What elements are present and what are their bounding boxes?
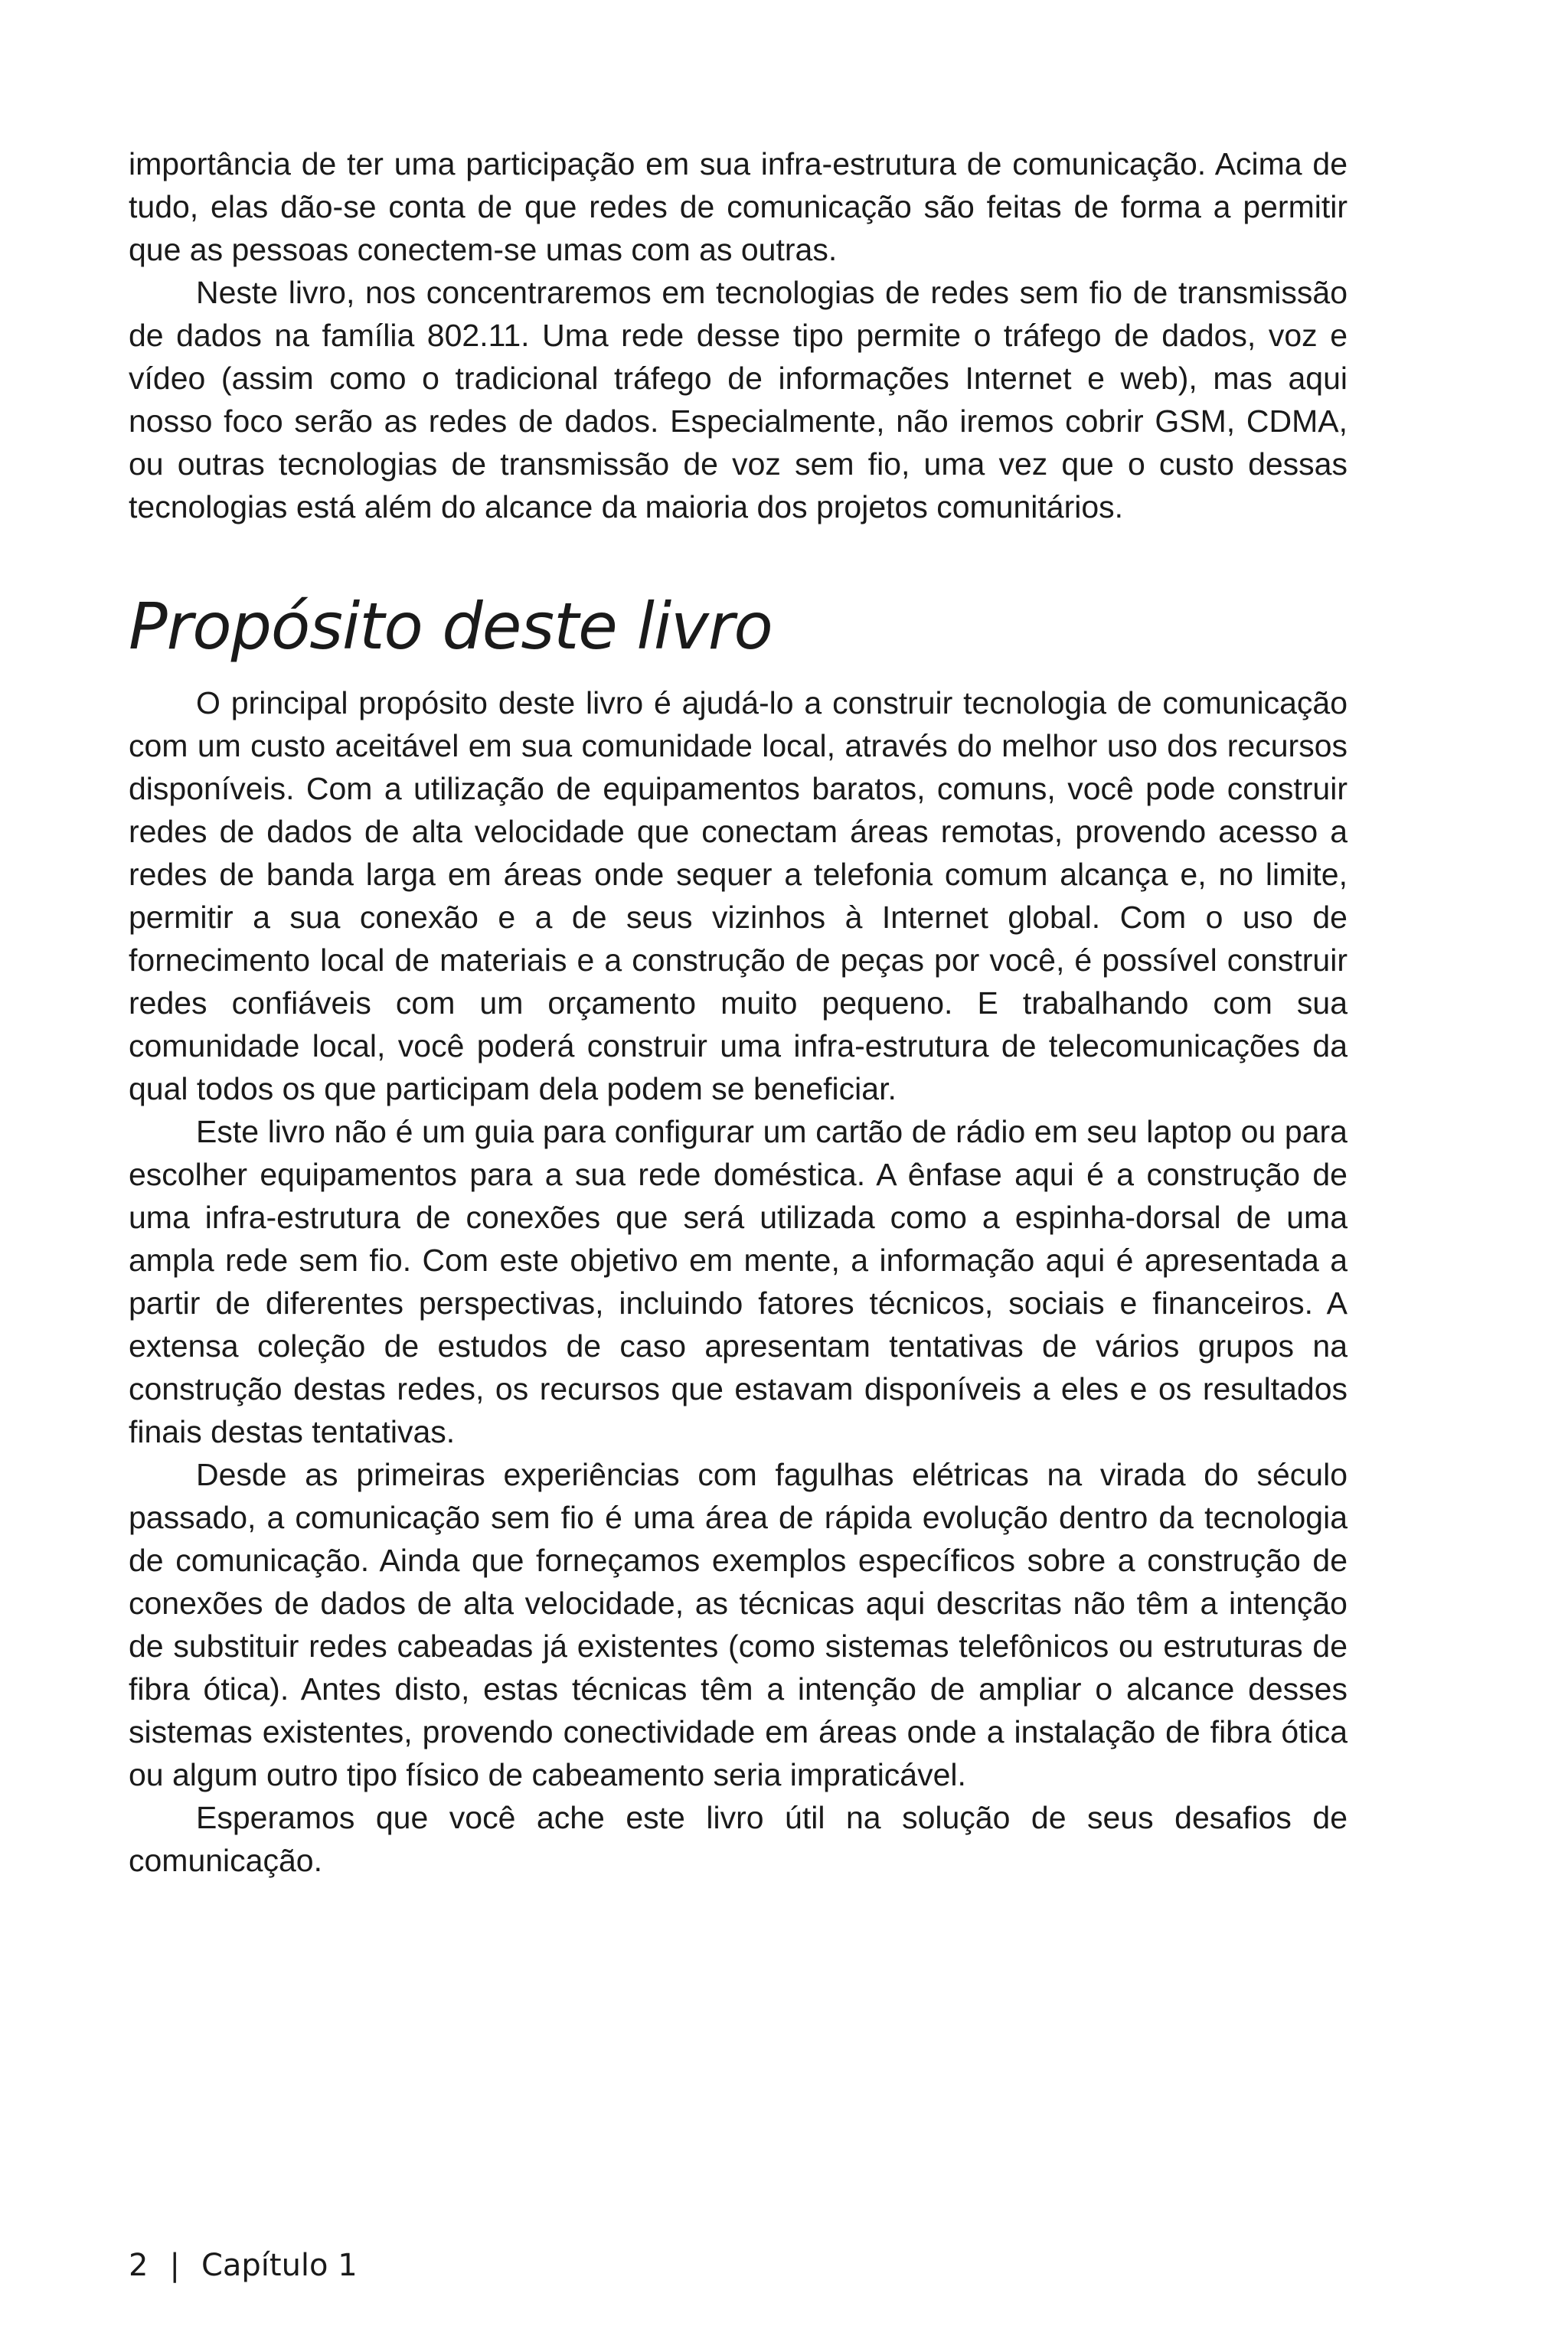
page-number: 2 (129, 2248, 149, 2283)
body-paragraph: Neste livro, nos concentraremos em tecnologias de redes sem fio de transmissão de dados na família 802.11. Uma rede desse tipo permite o tráfego de dados, voz e vídeo (assim como o tradicional tráfego de informações Internet e web), mas aqui nosso foco serão as redes de dados. Especialmente, não iremos cobrir GSM, CDMA, ou outras tecnologias de transmissão de voz sem fio, uma vez que o custo dessas tecnologias está além do alcance da maioria dos projetos comunitários. (129, 275, 1348, 524)
body-paragraph: Este livro não é um guia para configurar um cartão de rádio em seu laptop ou para escolher equipamentos para a sua rede doméstica. A ênfase aqui é a construção de uma infra-estrutura de conexões que será utilizada como a espinha-dorsal de uma ampla rede sem fio. Com este objetivo em mente, a informação aqui é apresentada a partir de diferentes perspectivas, incluindo fatores técnicos, sociais e financeiros. A extensa coleção de estudos de caso apresentam tentativas de vários grupos na construção destas redes, os recursos que estavam disponíveis a eles e os resultados finais destas tentativas. (129, 1114, 1348, 1449)
chapter-label: Capítulo 1 (201, 2248, 358, 2283)
page-body (129, 142, 1348, 1882)
body-paragraph: Desde as primeiras experiências com fagulhas elétricas na virada do século passado, a comunicação sem fio é uma área de rápida evolução dentro da tecnologia de comunicação. Ainda que forneçamos exemplos específicos sobre a construção de conexões de dados de alta velocidade, as técnicas aqui descritas não têm a intenção de substituir redes cabeadas já existentes (como sistemas telefônicos ou estruturas de fibra ótica). Antes disto, estas técnicas têm a intenção de ampliar o alcance desses sistemas existentes, provendo conectividade em áreas onde a instalação de fibra ótica ou algum outro tipo físico de cabeamento seria impraticável. (129, 1457, 1348, 1792)
section-title: Propósito deste livro (129, 589, 773, 664)
body-paragraph: O principal propósito deste livro é ajudá-lo a construir tecnologia de comunicação com um custo aceitável em sua comunidade local, através do melhor uso dos recursos disponíveis. Com a utilização de equipamentos baratos, comuns, você pode construir redes de dados de alta velocidade que conectam áreas remotas, provendo acesso a redes de banda larga em áreas onde sequer a telefonia comum alcança e, no limite, permitir a sua conexão e a de seus vizinhos à Internet global. Com o uso de fornecimento local de materiais e a construção de peças por você, é possível construir redes confiáveis com um orçamento muito pequeno. E trabalhando com sua comunidade local, você poderá construir uma infra-estrutura de telecomunicações da qual todos os que participam dela podem se beneficiar. (129, 685, 1348, 1106)
body-paragraph: importância de ter uma participação em sua infra-estrutura de comunicação. Acima de tudo, elas dão-se conta de que redes de comunicação são feitas de forma a permitir que as pessoas conectem-se umas com as outras. (129, 146, 1348, 267)
footer-separator: | (169, 2248, 180, 2283)
body-paragraph: Esperamos que você ache este livro útil na solução de seus desafios de comunicação. (129, 1800, 1348, 1878)
page-footer (129, 2246, 358, 2285)
